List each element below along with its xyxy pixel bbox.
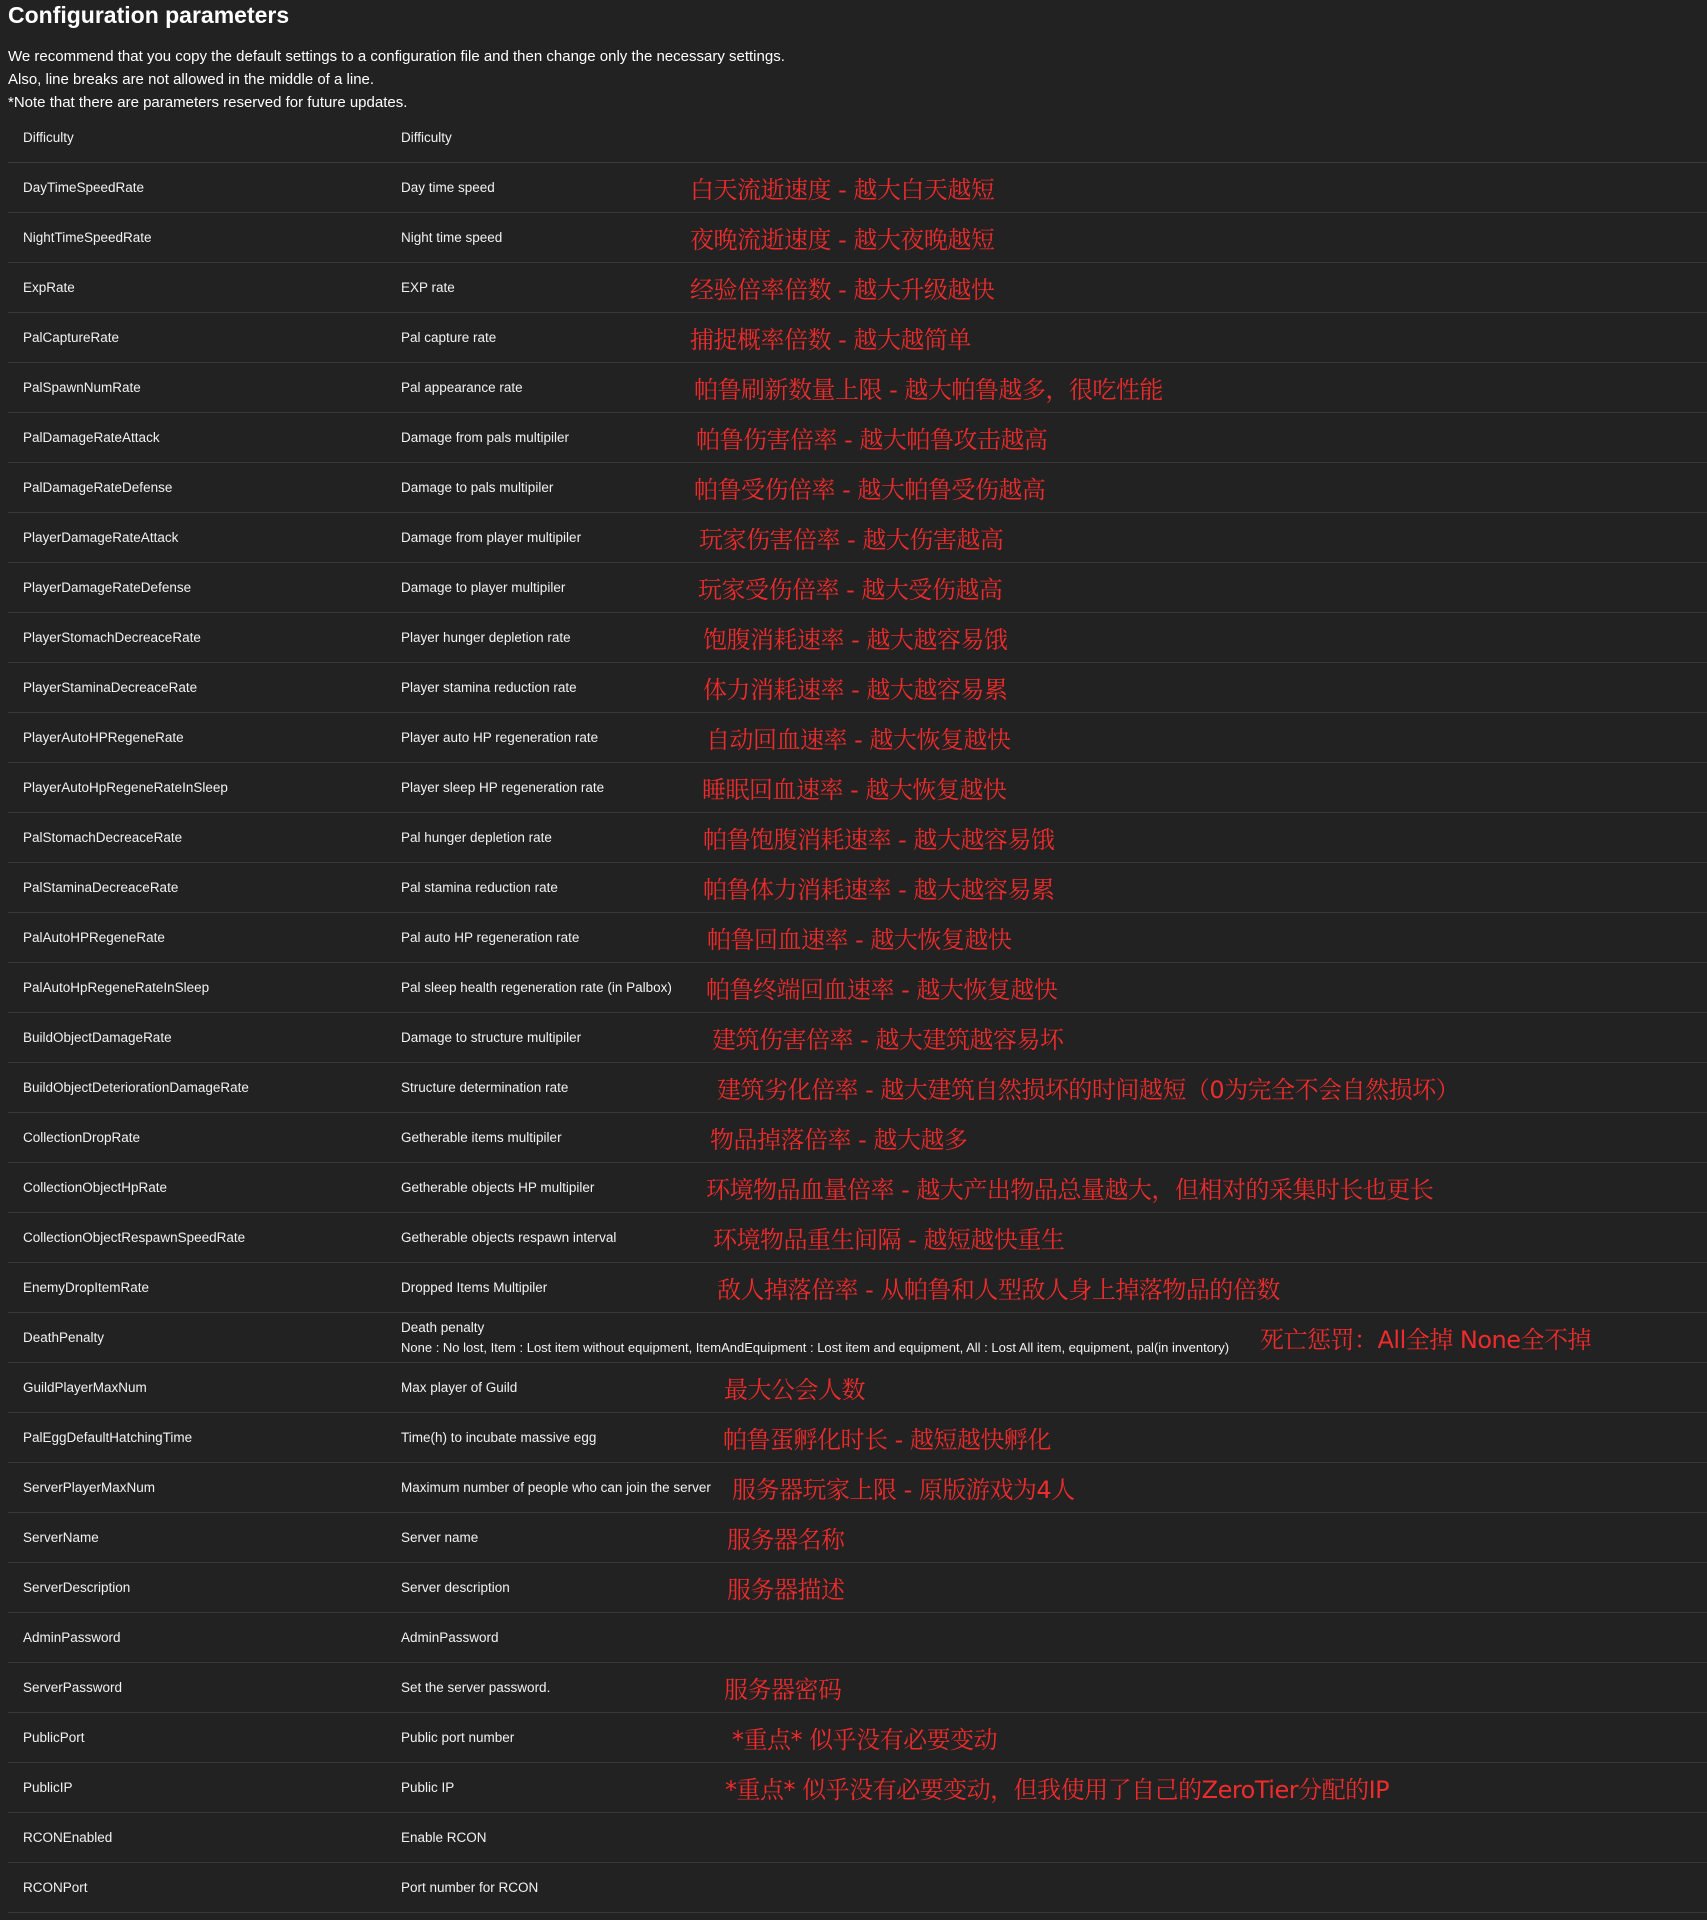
param-key: PalDamageRateDefense [23,480,173,495]
table-row [8,913,1707,963]
header-key: Difficulty [23,129,74,145]
param-description-text: Damage to pals multipiler [401,480,554,495]
header-desc [401,112,452,162]
handwritten-annotation: 饱腹消耗速率 - 越大越容易饿 [703,626,1008,654]
param-key: CollectionObjectRespawnSpeedRate [23,1230,246,1245]
param-key: PalAutoHpRegeneRateInSleep [23,980,210,995]
handwritten-annotation: 经验倍率倍数 - 越大升级越快 [690,276,995,304]
param-key: PublicIP [23,1780,73,1795]
param-description-text: Dropped Items Multipiler [401,1280,548,1295]
param-description-text: Player auto HP regeneration rate [401,730,599,745]
param-key: BuildObjectDeteriorationDamageRate [23,1080,249,1095]
param-description-text: Player stamina reduction rate [401,680,577,695]
table-row [8,163,1707,213]
param-description [401,913,579,962]
handwritten-annotation: 建筑劣化倍率 - 越大建筑自然损坏的时间越短（0为完全不会自然损坏） [717,1076,1460,1104]
param-description-text: Public port number [401,1730,515,1745]
param-key: NightTimeSpeedRate [23,230,152,245]
handwritten-annotation: 帕鲁蛋孵化时长 - 越短越快孵化 [723,1426,1051,1454]
param-key: DayTimeSpeedRate [23,180,145,195]
intro-line: *Note that there are parameters reserved for future updates. [8,94,408,111]
param-description [401,663,577,712]
handwritten-annotation: 帕鲁回血速率 - 越大恢复越快 [707,926,1012,954]
param-key: PalSpawnNumRate [23,380,141,395]
param-description [401,463,553,512]
param-description [401,163,495,212]
param-description [401,713,598,762]
param-key: PalDamageRateAttack [23,430,160,445]
handwritten-annotation: 玩家受伤倍率 - 越大受伤越高 [698,576,1003,604]
parameters-table [8,112,1707,1913]
param-description [401,813,552,862]
param-description-text: Maximum number of people who can join the server [401,1480,711,1495]
param-description [401,413,569,462]
param-description-text: Max player of Guild [401,1380,518,1395]
param-description-detail: None : No lost, Item : Lost item without equipment, ItemAndEquipment : Lost item and equipment, All : Lost All item, equipment, pal(in inventory) [401,1340,1230,1355]
table-row [8,1413,1707,1463]
table-row [8,1313,1707,1363]
param-description-text: Enable RCON [401,1830,487,1845]
handwritten-annotation: 睡眠回血速率 - 越大恢复越快 [702,776,1007,804]
param-description-text: Set the server password. [401,1680,551,1695]
handwritten-annotation: 帕鲁受伤倍率 - 越大帕鲁受伤越高 [694,476,1046,504]
handwritten-annotation: 自动回血速率 - 越大恢复越快 [706,726,1011,754]
handwritten-annotation: 玩家伤害倍率 - 越大伤害越高 [699,526,1004,554]
param-key: ExpRate [23,280,75,295]
handwritten-annotation: 服务器玩家上限 - 原版游戏为4人 [732,1476,1075,1504]
param-description [401,1813,487,1862]
table-row [8,1013,1707,1063]
param-key: GuildPlayerMaxNum [23,1380,147,1395]
intro-line: Also, line breaks are not allowed in the middle of a line. [8,71,375,88]
handwritten-annotation: *重点* 似乎没有必要变动 [732,1726,998,1754]
param-description-text: Damage from player multipiler [401,530,582,545]
handwritten-annotation: *重点* 似乎没有必要变动，但我使用了自己的ZeroTier分配的IP [725,1776,1390,1804]
param-key: PalStomachDecreaceRate [23,830,183,845]
handwritten-annotation: 夜晚流逝速度 - 越大夜晚越短 [690,226,995,254]
param-description [401,963,672,1012]
param-key: RCONPort [23,1880,88,1895]
param-description [401,363,523,412]
param-key: PublicPort [23,1730,85,1745]
table-row [8,763,1707,813]
param-key: CollectionDropRate [23,1130,141,1145]
param-key: DeathPenalty [23,1330,105,1345]
param-key: PlayerDamageRateAttack [23,530,179,545]
table-row [8,613,1707,663]
param-key: PalCaptureRate [23,330,120,345]
param-description [401,1663,550,1712]
table-row [8,713,1707,763]
table-row [8,213,1707,263]
param-description-text: Server name [401,1530,479,1545]
table-row [8,663,1707,713]
param-description-text: Pal sleep health regeneration rate (in Palbox) [401,980,672,995]
param-key: RCONEnabled [23,1830,113,1845]
handwritten-annotation: 服务器名称 [727,1526,845,1554]
table-row [8,1763,1707,1813]
param-key: EnemyDropItemRate [23,1280,150,1295]
param-description-text: Damage from pals multipiler [401,430,570,445]
table-row [8,413,1707,463]
table-row [8,1113,1707,1163]
param-key: PlayerStaminaDecreaceRate [23,680,198,695]
table-row [8,513,1707,563]
param-key: PalStaminaDecreaceRate [23,880,179,895]
param-description-text: Getherable objects HP multipiler [401,1180,595,1195]
handwritten-annotation: 帕鲁饱腹消耗速率 - 越大越容易饿 [703,826,1055,854]
table-row [8,1063,1707,1113]
param-description-text: Pal auto HP regeneration rate [401,930,580,945]
handwritten-annotation: 死亡惩罚：All全掉 None全不掉 [1260,1326,1591,1354]
param-description [401,263,455,312]
table-row [8,1213,1707,1263]
param-description-text: Damage to player multipiler [401,580,566,595]
table-row [8,313,1707,363]
param-description [401,1463,711,1512]
param-key: ServerName [23,1530,99,1545]
param-description-text: Night time speed [401,230,503,245]
param-key: PalEggDefaultHatchingTime [23,1430,193,1445]
param-description-text: Structure determination rate [401,1080,569,1095]
param-description [401,313,496,362]
param-description [401,1613,499,1662]
param-description-text: Pal stamina reduction rate [401,880,558,895]
param-description [401,1213,616,1262]
header-desc-text: Difficulty [401,129,452,145]
param-description-text: Day time speed [401,180,495,195]
table-row [8,863,1707,913]
handwritten-annotation: 帕鲁体力消耗速率 - 越大越容易累 [703,876,1055,904]
param-description [401,563,565,612]
param-description [401,513,581,562]
param-description [401,613,571,662]
handwritten-annotation: 服务器密码 [724,1676,842,1704]
table-row [8,363,1707,413]
param-description [401,1513,478,1562]
param-description-text: AdminPassword [401,1630,499,1645]
param-key: ServerPlayerMaxNum [23,1480,156,1495]
param-key: PlayerAutoHPRegeneRate [23,730,184,745]
handwritten-annotation: 物品掉落倍率 - 越大越多 [710,1126,968,1154]
param-description [401,213,502,262]
param-description-text: Pal appearance rate [401,380,523,395]
param-key: ServerPassword [23,1680,123,1695]
handwritten-annotation: 环境物品血量倍率 - 越大产出物品总量越大，但相对的采集时长也更长 [706,1176,1434,1204]
table-row [8,563,1707,613]
param-description [401,1863,538,1912]
handwritten-annotation: 敌人掉落倍率 - 从帕鲁和人型敌人身上掉落物品的倍数 [717,1276,1280,1304]
param-description [401,1163,594,1212]
handwritten-annotation: 最大公会人数 [724,1376,865,1404]
param-description-text: Damage to structure multipiler [401,1030,582,1045]
param-description [401,1563,510,1612]
table-row [8,1813,1707,1863]
param-description [401,863,558,912]
table-row [8,1263,1707,1313]
param-key: CollectionObjectHpRate [23,1180,168,1195]
param-key: BuildObjectDamageRate [23,1030,172,1045]
param-key: ServerDescription [23,1580,131,1595]
param-description-text: Public IP [401,1780,455,1795]
param-description [401,1763,454,1812]
table-row [8,1163,1707,1213]
param-key: PlayerDamageRateDefense [23,580,192,595]
param-description [401,763,604,812]
table-row [8,263,1707,313]
param-description [401,1363,517,1412]
handwritten-annotation: 建筑伤害倍率 - 越大建筑越容易坏 [712,1026,1064,1054]
param-description-text: Pal capture rate [401,330,497,345]
table-row [8,1863,1707,1913]
handwritten-annotation: 服务器描述 [727,1576,845,1604]
param-description [401,1063,568,1112]
param-key: PalAutoHPRegeneRate [23,930,165,945]
table-row [8,1463,1707,1513]
handwritten-annotation: 帕鲁终端回血速率 - 越大恢复越快 [706,976,1058,1004]
table-row [8,1713,1707,1763]
param-description-text: Port number for RCON [401,1880,539,1895]
table-row [8,463,1707,513]
param-description-text: Death penalty [401,1320,485,1335]
intro-line: We recommend that you copy the default settings to a configuration file and then change only the necessary settings. [8,48,785,65]
table-row [8,1613,1707,1663]
param-description-text: Server description [401,1580,510,1595]
handwritten-annotation: 捕捉概率倍数 - 越大越简单 [690,326,971,354]
intro-text [8,45,785,114]
table-row [8,1563,1707,1613]
table-row [8,1513,1707,1563]
table-header-row [8,112,1707,163]
handwritten-annotation: 帕鲁伤害倍率 - 越大帕鲁攻击越高 [696,426,1048,454]
handwritten-annotation: 白天流逝速度 - 越大白天越短 [690,176,995,204]
param-description-text: Getherable objects respawn interval [401,1230,617,1245]
param-description-text: EXP rate [401,280,455,295]
handwritten-annotation: 体力消耗速率 - 越大越容易累 [703,676,1008,704]
param-description-text: Player sleep HP regeneration rate [401,780,605,795]
handwritten-annotation: 帕鲁刷新数量上限 - 越大帕鲁越多，很吃性能 [694,376,1163,404]
param-description [401,1013,581,1062]
param-description [401,1313,1229,1362]
handwritten-annotation: 环境物品重生间隔 - 越短越快重生 [713,1226,1065,1254]
param-key: PlayerAutoHpRegeneRateInSleep [23,780,228,795]
page-title: Configuration parameters [8,2,290,28]
param-description [401,1113,562,1162]
param-description-text: Player hunger depletion rate [401,630,571,645]
table-row [8,1663,1707,1713]
param-description-text: Time(h) to incubate massive egg [401,1430,597,1445]
param-description-text: Getherable items multipiler [401,1130,562,1145]
param-description [401,1413,596,1462]
param-description-text: Pal hunger depletion rate [401,830,552,845]
param-key: PlayerStomachDecreaceRate [23,630,201,645]
param-key: AdminPassword [23,1630,121,1645]
table-row [8,963,1707,1013]
table-row [8,1363,1707,1413]
table-row [8,813,1707,863]
param-description [401,1263,547,1312]
param-description [401,1713,514,1762]
